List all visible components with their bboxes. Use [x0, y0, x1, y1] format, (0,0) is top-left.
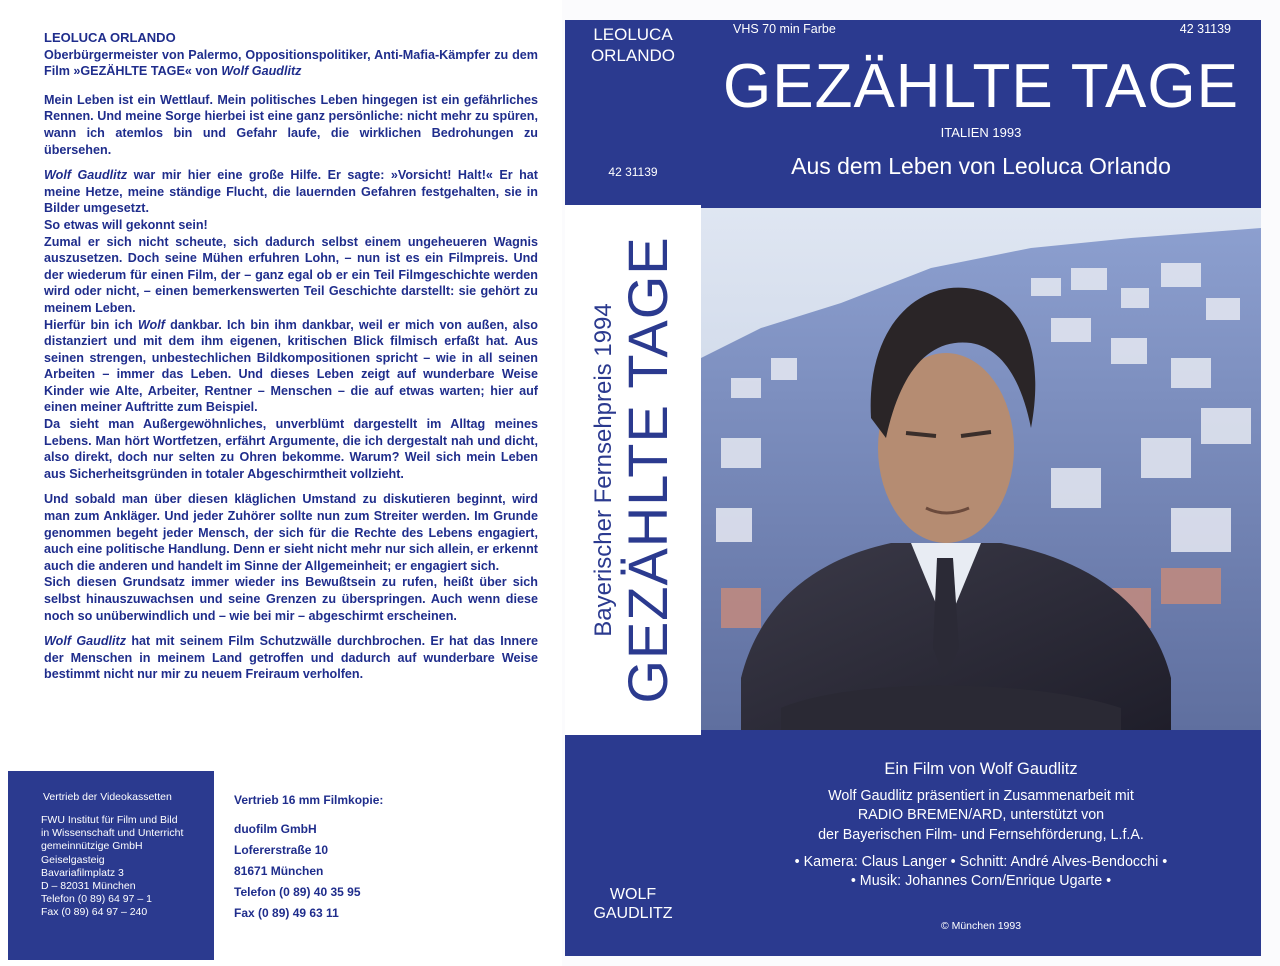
- front-format: VHS 70 min Farbe: [733, 22, 836, 36]
- front-title: GEZÄHLTE TAGE: [723, 52, 1239, 121]
- back-paragraph-4: Zumal er sich nicht scheute, sich dadurch selbst einem ungeheueren Wagnis auszusetzen. Doch seine Mühen erfuhren Lohn, – nun ist es ein Filmpreis. Und der wiederum für einen Film, der – ganz egal ob er ein Teil Filmgeschichte werden wird oder nicht, – einen bemerkenswerten Teil Geschichte darstellt: sie gehört zu meinem Leben.: [44, 234, 538, 315]
- front-cover: [701, 20, 1261, 956]
- front-code: 42 31139: [1179, 22, 1231, 36]
- back-heading: LEOLUCA ORLANDO: [44, 30, 176, 45]
- back-paragraph-6: Da sieht man Außergewöhnliches, unverblümt dargestellt im Alltag meines Lebens. Man hört Wortfetzen, erfährt Argumente, die ich dergestalt nah und dicht, also direkt, doch nur selten zu Ohren bekomme. Warum? Weil sich mein Leben aus Sicherheitsgründen in totaler Abgeschirmtheit vollzieht.: [44, 417, 538, 481]
- back-paragraph-3: So etwas will gekonnt sein!: [44, 217, 208, 232]
- spine-top-band: [565, 20, 701, 205]
- cover-photo-illustration: [701, 208, 1261, 730]
- back-paragraph-7: Und sobald man über diesen kläglichen Umstand zu diskutieren beginnt, wird man zum Ankläger. Und jeder Zuhörer sollte nun zum Streiter werden. Im Grunde genommen begeht jeder Mensch, der sich für die Rechte des Lebens engagiert, auch eine politische Handlung. Denn er sieht nicht mehr nur sich allein, er erkennt auch die anderen und handelt im Sinne der Allgemeinheit; er engagiert sich.: [44, 492, 538, 573]
- credits-spacer: [701, 845, 1261, 853]
- front-header: [701, 20, 1261, 208]
- back-paragraph-8: Sich diesen Grundsatz immer wieder ins Bewußtsein zu rufen, heißt über sich selbst hinauszuwachsen und seine Grenzen zu überspringen. Auch wenn diese noch so unüberwindlich und – wie bei mir – abgeschirmt erscheinen.: [44, 575, 538, 623]
- spine-director: WOLF GAUDLITZ: [593, 886, 673, 922]
- video-distribution-title: Vertrieb der Videokassetten: [43, 791, 172, 803]
- spine-code: 42 31139: [608, 165, 658, 179]
- spine-name: LEOLUCA ORLANDO: [590, 25, 676, 65]
- cover-photo: [701, 208, 1261, 730]
- back-paragraph-2: Wolf Gaudlitz war mir hier eine große Hilfe. Er sagte: »Vorsicht! Halt!« Er hat meine Hetze, meine ständige Flucht, die lauernden Gefahren festgehalten, sie in Bilder umgesetzt.: [44, 168, 538, 216]
- back-paragraph-1: Mein Leben ist ein Wettlauf. Mein politisches Leben hingegen ist ein gefährliches Rennen. Und meine Sorge hierbei ist eine ganz persönliche: nicht mehr zu spüren, wann ich atemlos bin und Gefahr laufe, die wirklichen Bedrohungen zu übersehen.: [44, 92, 538, 157]
- spine-vertical-text: [589, 236, 677, 703]
- back-paragraph-9: Wolf Gaudlitz hat mit seinem Film Schutzwälle durchbrochen. Er hat das Innere der Menschen in meinem Land getroffen und dadurch auf wunderbare Weise bestimmt nicht nur mir zu neuem Freiraum verholfen.: [44, 634, 539, 682]
- film-16mm-distribution: [234, 790, 383, 924]
- spine-title-area: [565, 205, 701, 735]
- spine-award: Bayerischer Fernsehpreis 1994: [590, 303, 617, 637]
- credits-line-5: • Musik: Johannes Corn/Enrique Ugarte •: [850, 873, 1112, 890]
- back-cover: [0, 0, 562, 966]
- back-paragraph-5: Hierfür bin ich Wolf dankbar. Ich bin ihm dankbar, weil er mich von außen, also distanziert und mit dem ihm eigenen, kritischen Blick filmisch erfaßt hat. Aus seinen strengen, unbestechlichen Bildkompositionen spricht – wie in all seinen Arbeiten – immer das Leben. Und dieses Leben zeigt auf wunderbare Weise Kinder wie Alte, Arbeiter, Rentner – Menschen – die auf etwas warten; hier auf einen meiner Auftritte zum Beispiel.: [44, 317, 538, 415]
- spine-title: GEZÄHLTE TAGE: [616, 236, 679, 704]
- spine: [565, 20, 701, 956]
- back-subheading: Oberbürgermeister von Palermo, Oppositionspolitiker, Anti-Mafia-Kämpfer zu dem Film »GEZÄHLTE TAGE« von Wolf Gaudlitz: [44, 47, 538, 79]
- film-16mm-title: Vertrieb 16 mm Filmkopie:: [234, 793, 384, 807]
- credits-line-2: RADIO BREMEN/ARD, unterstützt von: [857, 807, 1105, 824]
- video-distribution-address: FWU Institut für Film und Bild in Wissenschaft und Unterricht gemeinnützige GmbH Geiselgasteig Bavariafilmplatz 3 D – 82031 München Telefon (0 89) 64 97 – 1 Fax (0 89) 64 97 – 240: [41, 814, 184, 919]
- credits-film-by: Ein Film von Wolf Gaudlitz: [884, 760, 1078, 778]
- video-distribution-box: [8, 771, 214, 960]
- credits: [701, 760, 1261, 891]
- back-cover-text: [44, 30, 538, 692]
- front-credits-band: [701, 730, 1261, 956]
- credits-line-4: • Kamera: Claus Langer • Schnitt: André Alves-Bendocchi •: [794, 853, 1168, 870]
- front-subtitle: ITALIEN 1993: [940, 125, 1022, 140]
- credits-line-3: der Bayerischen Film- und Fernsehförderung, L.f.A.: [818, 826, 1144, 843]
- front-tagline: Aus dem Leben von Leoluca Orlando: [791, 153, 1171, 179]
- credits-line-1: Wolf Gaudlitz präsentiert in Zusammenarbeit mit: [828, 788, 1134, 805]
- copyright: © München 1993: [940, 920, 1022, 932]
- spine-bottom-band: [565, 735, 701, 956]
- film-16mm-address: duofilm GmbH Lofererstraße 10 81671 München Telefon (0 89) 40 35 95 Fax (0 89) 49 63 11: [234, 822, 361, 920]
